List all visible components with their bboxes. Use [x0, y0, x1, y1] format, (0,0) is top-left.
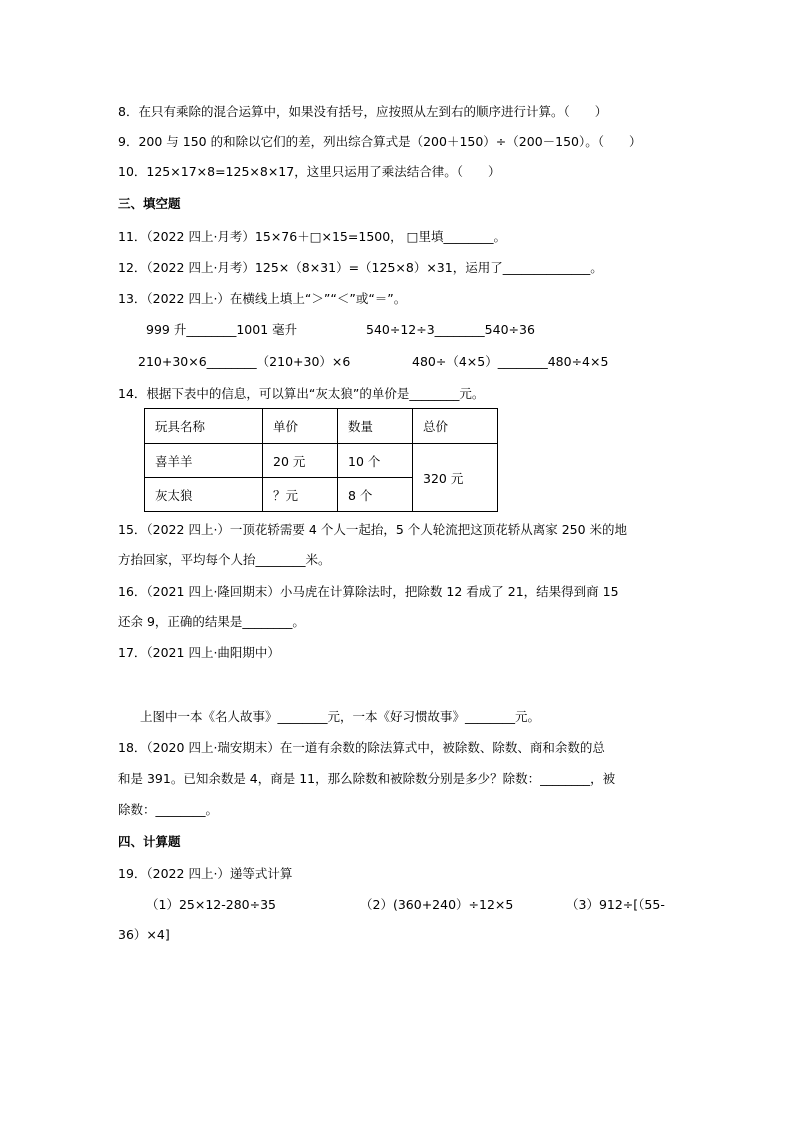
question-15-line-2: 方抬回家，平均每个人抬________米。	[118, 552, 331, 567]
question-19-part-1: （1）25×12-280÷35	[146, 897, 276, 912]
section-heading-calculation: 四、计算题	[118, 834, 181, 849]
section-heading-fill-blank: 三、填空题	[118, 196, 181, 211]
question-17-line-2: 上图中一本《名人故事》________元，一本《好习惯故事》________元。	[140, 709, 541, 724]
question-18-line-3: 除数：________。	[118, 802, 219, 817]
table-header-cell: 总价	[413, 409, 498, 444]
question-18-line-2: 和是 391。已知余数是 4，商是 11，那么除数和被除数分别是多少？除数：________，被	[118, 771, 616, 786]
question-19: 19．（2022 四上·）递等式计算	[118, 866, 293, 881]
table-cell: 20 元	[263, 444, 338, 478]
question-12: 12．（2022 四上·月考）125×（8×31）=（125×8）×31，运用了______________。	[118, 260, 603, 275]
table-cell: 8 个	[338, 478, 413, 512]
question-13-item-b: 540÷12÷3________540÷36	[366, 322, 535, 337]
question-19-part-3-continued: 36）×4]	[118, 927, 170, 942]
question-19-part-3: （3）912÷[（55-	[566, 897, 665, 912]
question-19-part-2: （2）(360+240）÷12×5	[360, 897, 514, 912]
question-13-item-a: 999 升________1001 毫升	[146, 322, 298, 337]
question-16-line-1: 16．（2021 四上·隆回期末）小马虎在计算除法时，把除数 12 看成了 21，结果得到商 15	[118, 584, 619, 599]
question-15-line-1: 15．（2022 四上·）一顶花轿需要 4 个人一起抬，5 个人轮流把这顶花轿从离家 250 米的地	[118, 522, 628, 537]
question-9: 9．200 与 150 的和除以它们的差，列出综合算式是（200＋150）÷（200－150）。（ ）	[118, 134, 642, 149]
question-14: 14．根据下表中的信息，可以算出“灰太狼”的单价是________元。	[118, 386, 485, 401]
question-13-item-c: 210+30×6________（210+30）×6	[138, 354, 351, 369]
table-total-cell: 320 元	[413, 444, 498, 512]
question-16-line-2: 还余 9，正确的结果是________。	[118, 614, 305, 629]
table-header-cell: 数量	[338, 409, 413, 444]
table-cell: ？元	[263, 478, 338, 512]
question-13: 13．（2022 四上·）在横线上填上“＞”“＜”或“＝”。	[118, 291, 407, 306]
table-cell: 10 个	[338, 444, 413, 478]
question-11: 11．（2022 四上·月考）15×76＋□×15=1500， □里填________。	[118, 229, 506, 244]
table-cell: 灰太狼	[145, 478, 263, 512]
table-row	[145, 444, 498, 478]
question-18-line-1: 18．（2020 四上·瑞安期末）在一道有余数的除法算式中，被除数、除数、商和余数的总	[118, 740, 605, 755]
question-17: 17．（2021 四上·曲阳期中）	[118, 645, 280, 660]
question-10: 10．125×17×8=125×8×17，这里只运用了乘法结合律。（ ）	[118, 164, 501, 179]
table-header-row	[145, 409, 498, 444]
question-8: 8．在只有乘除的混合运算中，如果没有括号，应按照从左到右的顺序进行计算。（ ）	[118, 104, 608, 119]
table-header-cell: 玩具名称	[145, 409, 263, 444]
toy-price-table	[144, 408, 498, 512]
table-header-cell: 单价	[263, 409, 338, 444]
table-cell: 喜羊羊	[145, 444, 263, 478]
question-13-item-d: 480÷（4×5）________480÷4×5	[412, 354, 609, 369]
